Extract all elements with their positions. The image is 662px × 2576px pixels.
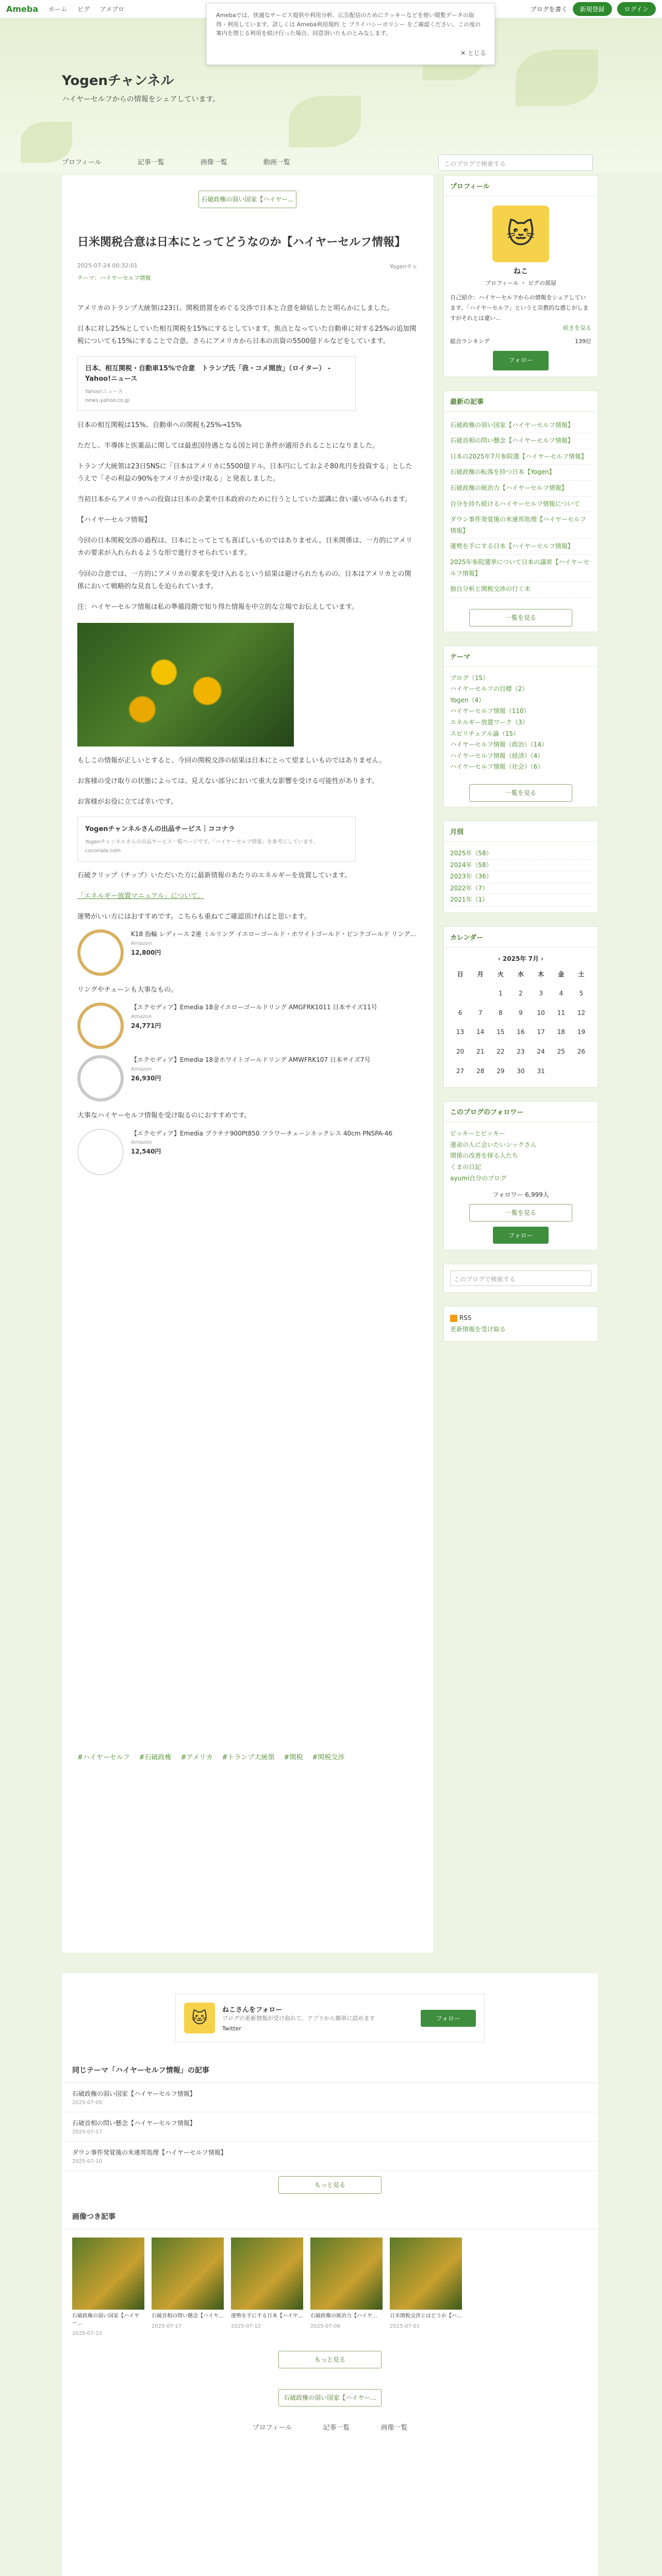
profile-bio: 自己紹介：ハイヤーセルフからの情報をシェアしています。「ハイヤーセルフ」というと宗教的な感じがしますがそれとは違い...	[450, 294, 589, 321]
top-bar-actions	[531, 2, 656, 16]
calendar-day[interactable]: 25	[557, 1047, 565, 1055]
profile-more-link[interactable]: 続きを見る	[563, 325, 591, 332]
followers-heading: このブログのフォロワー	[444, 1101, 598, 1122]
related-article[interactable]	[62, 2083, 598, 2112]
product-price: 12,800円	[131, 948, 161, 956]
cookie-banner	[206, 3, 495, 65]
tag[interactable]: #アメリカ	[180, 1754, 213, 1761]
link-card-yahoo[interactable]	[77, 356, 356, 411]
calendar-day[interactable]: 5	[579, 990, 584, 997]
article-paragraph: 注：ハイヤーセルフ情報は私の準備段階で知り得た情報を中立的な立場でお伝えしています。	[77, 603, 358, 611]
article-paragraph: アメリカのトランプ大統領は23日、関税措置をめぐる交渉で日本と合意を締結したと明らかにしました。	[77, 304, 394, 312]
top-nav-home[interactable]: ホーム	[48, 6, 68, 13]
tag[interactable]: #関税交渉	[312, 1754, 345, 1761]
link-card-coconala[interactable]	[77, 817, 356, 862]
article-paragraph: 大事なハイヤーセルフ情報を受け取るのにおすすめです。	[77, 1112, 251, 1120]
ranking-value: 139位	[575, 338, 591, 345]
article-date: 2025-07-24 00:32:01	[77, 262, 138, 269]
followers-box	[443, 1101, 598, 1250]
photo-article[interactable]	[310, 2238, 383, 2337]
theme-link[interactable]: Yogen（4）	[450, 696, 485, 704]
top-nav-pigg[interactable]: ピグ	[77, 6, 90, 13]
tag[interactable]: #関税	[284, 1754, 303, 1761]
article-link[interactable]: 「エネルギー放置マニュアル」について。	[77, 892, 204, 901]
product-shop: Amazon	[131, 1013, 152, 1020]
article-paragraph: もしこの情報が正しいとすると、今回の関税交渉の結果は日本にとって望ましいものではありません。	[77, 756, 386, 765]
weekday-label: 月	[477, 970, 484, 978]
lower-nav-images[interactable]: 画像一覧	[380, 2424, 408, 2432]
nav-articles[interactable]: 記事一覧	[137, 159, 164, 166]
cookie-text: Amebaでは、快適なサービス提供や利用分析、広告配信のためにクッキーなどを使い閲覧データの取得・利用しています。詳しくは Ameba利用規約 と プライバシーポリシー をご確認ください。この度の案内を閉じる利用を続け行った場合、同意頂いたものとみなします。	[216, 12, 481, 37]
calendar-day[interactable]	[571, 1062, 591, 1081]
theme-link[interactable]: ハイヤーセルフ情報（社会）（6）	[450, 763, 544, 771]
recent-more-button[interactable]: 一覧を見る	[469, 609, 572, 626]
leaf-decoration	[516, 49, 598, 106]
related-more-button[interactable]: もっと見る	[278, 2176, 382, 2194]
follower-link[interactable]: ピッキーとビッキー	[450, 1130, 506, 1138]
recent-article-link[interactable]: 運勢を手にする日本【ハイヤーセルフ情報】	[450, 539, 591, 555]
product-shop: Amazon	[131, 940, 152, 946]
product-price: 12,540円	[131, 1147, 161, 1155]
follower-count[interactable]: フォロワー 6,999人	[492, 1191, 549, 1199]
photo-thumbnail	[310, 2238, 383, 2310]
article-author[interactable]: Yogenチャ	[389, 263, 418, 270]
themes-more-button[interactable]: 一覧を見る	[469, 784, 572, 802]
necklace-image-icon	[77, 1129, 124, 1175]
month-link[interactable]: 2023年（36）	[450, 871, 591, 883]
weekday-label: 金	[558, 970, 565, 978]
photo-thumbnail	[152, 2238, 224, 2310]
chevron-left-icon[interactable]: ‹	[498, 955, 501, 962]
calendar-day[interactable]: 20	[456, 1047, 465, 1055]
calendar-month-label: 2025年 7月	[503, 955, 539, 962]
calendar-day[interactable]: 19	[577, 1028, 586, 1036]
twitter-link[interactable]: Twitter	[222, 2025, 241, 2032]
calendar-day[interactable]: 10	[537, 1009, 545, 1016]
photo-caption: 石破政権の統治力【ハイヤ...	[310, 2313, 377, 2319]
article-paragraph: リングやチェーンも大事なもの。	[77, 986, 177, 994]
calendar-day[interactable]: 31	[537, 1067, 545, 1075]
calendar-day[interactable]: 13	[456, 1028, 465, 1036]
prev-article-button[interactable]: 石破政権の弱い国家【ハイヤー...	[198, 191, 296, 208]
related-title: 石破首相の問い懸念【ハイヤーセルフ情報】	[72, 2120, 196, 2127]
photo-caption: 運勢を手にする日本【ハイヤ...	[231, 2313, 303, 2319]
related-article[interactable]	[62, 2112, 598, 2142]
weekday-label: 土	[578, 970, 585, 978]
follower-link[interactable]: くまの日記	[450, 1163, 482, 1171]
theme-link[interactable]: エネルギー放置ワーク（3）	[450, 719, 528, 726]
calendar-day[interactable]: 4	[559, 990, 564, 997]
ameba-logo[interactable]: Ameba	[6, 4, 39, 14]
photo-more-button[interactable]: もっと見る	[278, 2351, 382, 2368]
rss-label[interactable]: RSS	[459, 1314, 472, 1322]
article-paragraph: お客様がお役に立てば幸いです。	[77, 798, 177, 806]
photo-article[interactable]	[390, 2238, 462, 2337]
article-paragraph: 今回の日本関税交渉の過程は、日本にとってとても喜ばしいものではありません。日米関係は、一方的にアメリカの要求が入れられるような形で進行させられています。	[77, 537, 412, 557]
lily-photo[interactable]	[77, 623, 294, 747]
photo-thumbnail	[390, 2238, 462, 2310]
monthly-heading: 月別	[444, 821, 598, 842]
recent-heading: 最新の記事	[444, 391, 598, 412]
calendar-day[interactable]: 15	[496, 1028, 505, 1036]
sidebar	[443, 175, 598, 1355]
product-item[interactable]	[77, 1003, 418, 1049]
blog-description: ハイヤーセルフからの情報をシェアしています。	[62, 95, 220, 104]
month-link[interactable]: 2022年（7）	[450, 883, 591, 895]
article-paragraph: 運勢がいい方にはおすすめです。こちらも重ねてご確認頂ければと思います。	[77, 913, 311, 921]
related-title: ダウン事件発覚後の米連邦処理【ハイヤーセルフ情報】	[72, 2149, 227, 2156]
nav-images[interactable]: 画像一覧	[200, 159, 227, 166]
article-paragraph: 日本の相互関税は15%、自動車への関税も25%→15%	[77, 421, 242, 430]
month-link[interactable]: 2021年（1）	[450, 894, 591, 906]
monthly-box	[443, 821, 598, 913]
article-paragraph: お客様の受け取りの状態によっては、見えない部分において重大な影響を受ける可能性があります。	[77, 777, 378, 785]
pigg-room-link[interactable]: ピグの部屋	[527, 280, 556, 287]
calendar-day[interactable]: 12	[577, 1009, 586, 1016]
photo-article[interactable]	[152, 2238, 224, 2337]
calendar-day[interactable]: 21	[476, 1047, 485, 1055]
tag[interactable]: #トランプ大統領	[222, 1754, 275, 1761]
month-link[interactable]: 2025年（58）	[450, 848, 591, 860]
product-shop: Amazon	[131, 1139, 152, 1145]
calendar-day[interactable]: 22	[496, 1047, 505, 1055]
product-price: 26,930円	[131, 1074, 161, 1082]
profile-box: プロフィール 🐱 ねこ プロフィール ・ ピグの部屋 自己紹介：ハイヤーセルフからの情報をシェアしています。「ハイヤーセルフ」というと宗教的な感じがしますがそれとは違い... 続きを見る 総合ランキング 139位 フォロー	[443, 175, 598, 377]
recent-article-link[interactable]: ダウン事件発覚後の米連邦処理【ハイヤーセルフ情報】	[450, 512, 591, 539]
photo-article[interactable]	[231, 2238, 303, 2337]
calendar-day[interactable]: 17	[537, 1028, 545, 1036]
blog-nav	[62, 157, 290, 166]
themes-heading: テーマ	[444, 646, 598, 667]
side-search-input[interactable]: このブログで検索する	[450, 1270, 591, 1286]
rss-box	[443, 1306, 598, 1342]
related-title: 石破政権の弱い国家【ハイヤーセルフ情報】	[72, 2090, 196, 2097]
photo-article[interactable]	[72, 2238, 144, 2337]
weekday-label: 火	[497, 970, 504, 978]
lower-nav-articles[interactable]: 記事一覧	[323, 2424, 350, 2432]
top-nav-ameblo[interactable]: アメブロ	[100, 6, 125, 13]
article-paragraph: 今回の合意では、一方的にアメリカの要求を受け入れるという結果は避けられたものの、日本はアメリカとの関係において戦略的な見直しを迫られています。	[77, 570, 411, 590]
recent-article-link[interactable]: 2025年参院選挙について日本の議席【ハイヤーセルフ情報】	[450, 555, 591, 582]
photo-caption: 石破政権の弱い国家【ハイヤー...	[72, 2313, 139, 2326]
cookie-close-button[interactable]: ✕ とじる	[460, 49, 486, 57]
product-name: 【エクセディア】Emedia 18金ホワイトゴールドリング AMWFRK107 日本サイズ7号	[131, 1056, 371, 1064]
next-article-button[interactable]: 石破政権の弱い国家【ハイヤー...	[278, 2389, 382, 2406]
product-item[interactable]	[77, 929, 418, 976]
related-date: 2025-07-17	[72, 2129, 103, 2135]
recent-articles-box	[443, 391, 598, 632]
photo-date: 2025-07-17	[152, 2324, 182, 2329]
photo-thumbnail	[231, 2238, 303, 2310]
calendar-day[interactable]: 29	[496, 1067, 505, 1075]
link-card-domain: news.yahoo.co.jp	[85, 398, 130, 404]
nav-videos[interactable]: 動画一覧	[263, 159, 290, 166]
cat-avatar-icon: 🐱	[184, 2003, 215, 2033]
article-theme[interactable]: テーマ：ハイヤーセルフ情報	[77, 275, 151, 281]
calendar-day[interactable]: 7	[478, 1009, 483, 1016]
followers-more-button[interactable]: 一覧を見る	[469, 1204, 572, 1222]
top-nav	[48, 5, 133, 13]
theme-link[interactable]: ブログ（15）	[450, 674, 489, 682]
leaf-decoration	[289, 96, 361, 147]
theme-link[interactable]: ハイヤーセルフ情報（110）	[450, 707, 530, 715]
product-name: 【エクセディア】Emedia 18金イエローゴールドリング AMGFRK1011 日本サイズ11号	[131, 1004, 377, 1011]
theme-link[interactable]: ハイヤーセルフ情報（経済）（4）	[450, 752, 544, 759]
weekday-label: 水	[517, 970, 524, 978]
profile-heading: プロフィール	[444, 176, 598, 196]
ring-image-icon	[77, 1055, 124, 1101]
article-title: 日米関税合意は日本にとってどうなのか【ハイヤーセルフ情報】	[77, 236, 406, 249]
calendar-day[interactable]: 1	[499, 990, 503, 997]
follower-link[interactable]: 運命の人に会いたいシックさん	[450, 1141, 537, 1148]
weekday-label: 木	[538, 970, 544, 978]
calendar-day[interactable]: 30	[517, 1067, 525, 1075]
calendar-day[interactable]: 6	[458, 1009, 462, 1016]
calendar-day[interactable]: 11	[557, 1009, 565, 1016]
article-paragraph: 石破クリップ（チップ）いただいた方に最新情報のあたりのエネルギーを放置しています。	[77, 872, 352, 880]
follow-button[interactable]: フォロー	[493, 351, 548, 370]
follow-button[interactable]: フォロー	[493, 1227, 548, 1244]
calendar-day[interactable]: 26	[577, 1047, 586, 1055]
calendar-day[interactable]: 9	[519, 1009, 523, 1016]
nav-profile[interactable]: プロフィール	[62, 159, 102, 166]
product-price: 24,771円	[131, 1022, 161, 1029]
weekday-label: 日	[457, 970, 464, 978]
follower-link[interactable]: ayumi自分のブログ	[450, 1174, 507, 1182]
related-date: 2025-07-05	[72, 2100, 103, 2106]
chevron-right-icon[interactable]: ›	[541, 955, 544, 962]
themes-box	[443, 646, 598, 807]
link-card-title: Yogenチャンネルさんの出品サービス｜ココナラ	[85, 825, 235, 833]
calendar-day[interactable]	[450, 984, 470, 1004]
cat-avatar-icon[interactable]: 🐱	[492, 206, 549, 262]
link-card-desc: Yogenチャンネルさんの出品サービス一覧ページです。「ハイヤーセルフ情報」を参考にしています。	[85, 839, 319, 845]
ring-image-icon	[77, 929, 124, 976]
photo-date: 2025-07-22	[72, 2331, 103, 2336]
calendar-day[interactable]: 18	[557, 1028, 565, 1036]
calendar-day[interactable]: 16	[517, 1028, 525, 1036]
calendar-day[interactable]: 3	[539, 990, 543, 997]
profile-name[interactable]: ねこ	[514, 267, 528, 276]
recent-article-link[interactable]: 石破政権の統治力【ハイヤーセルフ情報】	[450, 481, 591, 497]
rss-icon	[450, 1315, 457, 1322]
follow-box	[175, 1994, 485, 2042]
article-main	[62, 175, 433, 1953]
photo-heading: 画像つき記事	[62, 2204, 598, 2229]
photo-caption: 石破首相の問い懸念【ハイヤ...	[152, 2313, 224, 2319]
related-heading: 同じテーマ「ハイヤーセルフ情報」の記事	[62, 2058, 598, 2083]
link-card-desc: Yahoo!ニュース	[85, 389, 123, 395]
calendar-table	[450, 965, 591, 1081]
follow-box-desc: ブログの更新情報が受け取れて、アプリから簡単に読めます	[222, 2015, 375, 2022]
calendar-day[interactable]	[551, 1062, 571, 1081]
register-button[interactable]: 新規登録	[573, 2, 612, 16]
recent-article-link[interactable]: 石破首相の問い懸念【ハイヤーセルフ情報】	[450, 433, 591, 449]
theme-link[interactable]: ハイヤーセルフ情報（政治）（14）	[450, 741, 548, 749]
lower-nav-profile[interactable]: プロフィール	[252, 2424, 292, 2432]
photo-date: 2025-07-01	[390, 2324, 420, 2329]
follower-link[interactable]: 関係の改善を探る人たち	[450, 1152, 519, 1160]
article-paragraph: トランプ大統領は23日SNSに「日本はアメリカに5500億ドル、日本円にしておよそ80兆円を投資する」としたうえで「その利益の90%をアメリカが受け取る」と発表しました。	[77, 463, 412, 483]
calendar-day[interactable]	[470, 984, 490, 1004]
follow-box-label: ねこさんをフォロー	[222, 2006, 283, 2014]
article-tags	[77, 1752, 344, 1761]
ranking-label[interactable]: 総合ランキング	[450, 338, 490, 345]
related-date: 2025-07-10	[72, 2159, 103, 2164]
calendar-day[interactable]: 8	[499, 1009, 503, 1016]
product-item[interactable]	[77, 1055, 418, 1101]
calendar-heading: カレンダー	[444, 927, 598, 947]
photo-caption: 日米関税交渉とはどうか【ハ...	[390, 2313, 462, 2319]
calendar-day[interactable]: 2	[519, 990, 523, 997]
calendar-day[interactable]: 14	[476, 1028, 485, 1036]
blog-title[interactable]: Yogenチャンネル	[62, 73, 174, 89]
article-paragraph: 日本に対し25%としていた相互関税を15%にするとしています。焦点となっていた自動車に対する25%の追加関税についても15%にすることで合意。さらにアメリカから日本の出資の5500億ドルなどをしています。	[77, 325, 417, 346]
product-item[interactable]	[77, 1129, 418, 1175]
lower-nav	[62, 2422, 598, 2432]
article-paragraph: ただし、半導体と医薬品に関しては最恵国待遇となる国と同じ条件が適用されることになりました。	[77, 442, 379, 450]
photo-date: 2025-07-06	[310, 2324, 341, 2329]
calendar-day[interactable]: 23	[517, 1047, 525, 1055]
article-paragraph: 当初日本からアメリカへの投資は日本の企業や日本政府のために行うとしていた認識に食い違いがみられます。	[77, 496, 412, 504]
tag[interactable]: #ハイヤーセルフ	[77, 1754, 130, 1761]
login-button[interactable]: ログイン	[617, 2, 656, 16]
product-name: K18 指輪 レディース 2連 ミルリング イエローゴールド・ホワイトゴールド・ピンクゴールド リング...	[131, 930, 416, 938]
article-meta	[77, 262, 418, 270]
recent-article-link[interactable]: 独自分析と関税交渉の行く末	[450, 582, 591, 598]
month-link[interactable]: 2024年（58）	[450, 860, 591, 872]
tag[interactable]: #石破政権	[139, 1754, 172, 1761]
blog-search-input[interactable]: このブログで検索する	[438, 155, 593, 171]
link-card-domain: coconala.com	[85, 848, 121, 854]
calendar-day[interactable]: 27	[456, 1067, 465, 1075]
write-blog-link[interactable]: ブログを書く	[530, 6, 568, 13]
recent-article-link[interactable]: 日本の2025年7月参院選【ハイヤーセルフ情報】	[450, 449, 591, 465]
rss-desc[interactable]: 更新情報を受け取る	[450, 1325, 506, 1333]
recent-article-link[interactable]: 石破政権の弱い国家【ハイヤーセルフ情報】	[450, 418, 591, 434]
side-search-box	[443, 1264, 598, 1293]
follow-button[interactable]: フォロー	[421, 2010, 476, 2027]
related-article[interactable]	[62, 2142, 598, 2171]
product-name: 【エクセディア】Emedia プラチナ900Pt850 フラワーチェーンネックレス 40cm PNSPA-46	[131, 1129, 393, 1137]
link-card-title: 日本、相互関税・自動車15%で合意 トランプ氏「我・コメ開放」（ロイター） - Yahoo!ニュース	[85, 365, 331, 383]
theme-link[interactable]: スピリチュアル論（15）	[450, 730, 520, 737]
recent-article-link[interactable]: 石破政権の転落を持つ日本【Yogen】	[450, 465, 591, 481]
article-paragraph: 【ハイヤーセルフ情報】	[77, 516, 151, 524]
lower-section	[62, 1973, 598, 2576]
ring-image-icon	[77, 1003, 124, 1049]
calendar-day[interactable]: 28	[476, 1067, 485, 1075]
profile-link[interactable]: プロフィール	[485, 280, 519, 287]
recent-article-link[interactable]: 自分を持ち続けるハイヤーセルフ情報について	[450, 497, 591, 513]
photo-date: 2025-07-12	[231, 2324, 261, 2329]
calendar-box	[443, 926, 598, 1088]
theme-link[interactable]: ハイヤーセルフの目標（2）	[450, 685, 528, 693]
calendar-month	[450, 954, 591, 965]
photo-thumbnail	[72, 2238, 144, 2310]
calendar-day[interactable]: 24	[537, 1047, 545, 1055]
product-shop: Amazon	[131, 1066, 152, 1072]
